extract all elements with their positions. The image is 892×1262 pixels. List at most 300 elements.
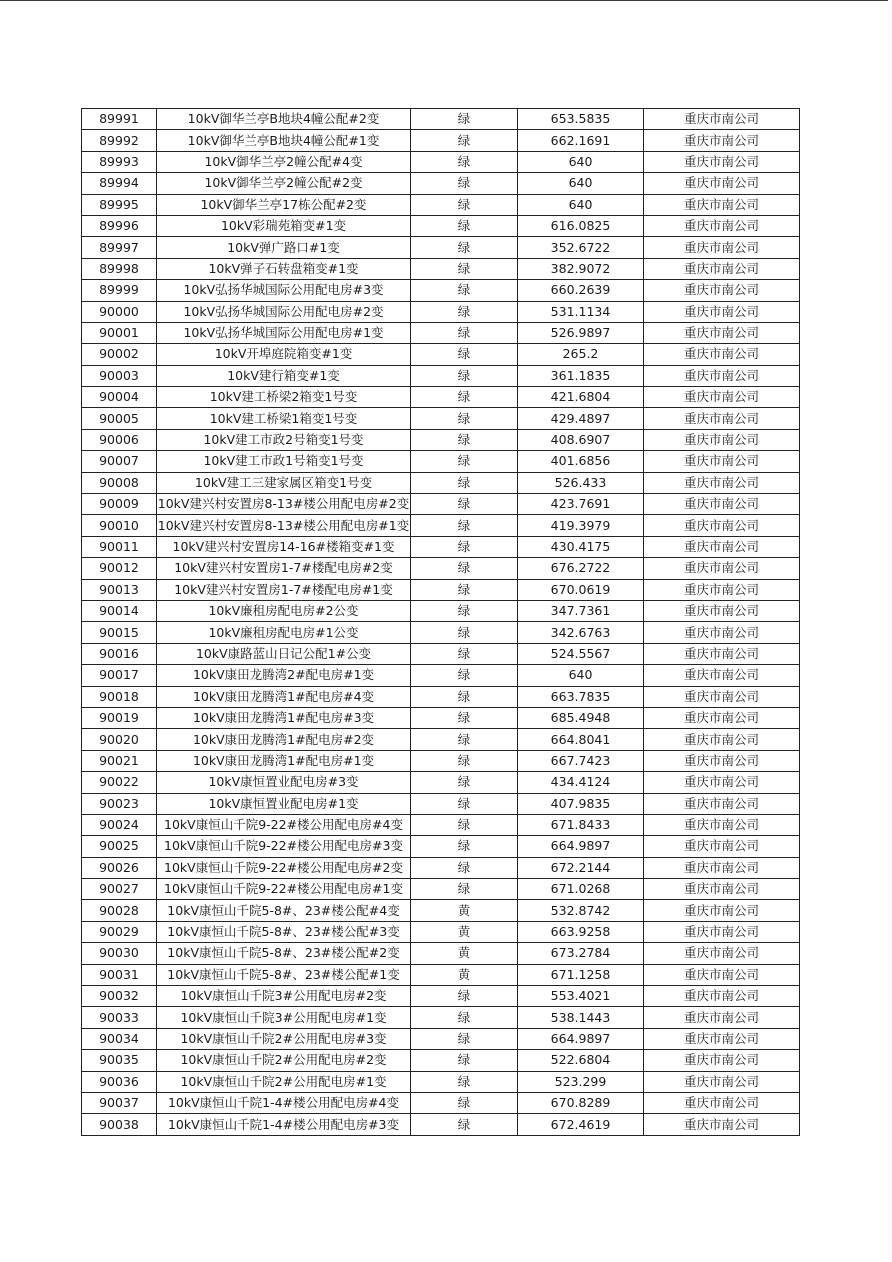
- company-cell-text: 重庆市南公司: [683, 325, 759, 341]
- value-cell-text: 640: [568, 175, 593, 191]
- row-id-cell: [82, 879, 157, 900]
- company-cell: [644, 814, 800, 835]
- company-cell-text: 重庆市南公司: [683, 881, 759, 897]
- row-id-cell: [82, 536, 157, 557]
- transformer-name-cell: [157, 943, 411, 964]
- status-color-cell: [411, 429, 518, 450]
- transformer-name-cell: [157, 237, 411, 258]
- status-color-cell-text: 绿: [457, 218, 471, 234]
- company-cell: [644, 686, 800, 707]
- transformer-name-cell: [157, 707, 411, 728]
- value-cell: [518, 600, 644, 621]
- company-cell-text: 重庆市南公司: [683, 710, 759, 726]
- value-cell: [518, 387, 644, 408]
- value-cell: [518, 921, 644, 942]
- row-id-cell-text: 90008: [99, 474, 139, 490]
- transformer-name-cell: [157, 579, 411, 600]
- transformer-name-cell-text: 10kV建行箱变#1变: [227, 367, 340, 383]
- table-row: [82, 365, 800, 386]
- row-id-cell-text: 89996: [99, 218, 139, 234]
- status-color-cell: [411, 1007, 518, 1028]
- company-cell-text: 重庆市南公司: [683, 153, 759, 169]
- row-id-cell-text: 90001: [99, 325, 139, 341]
- status-color-cell-text: 绿: [457, 1030, 471, 1046]
- table-row: [82, 408, 800, 429]
- row-id-cell-text: 90024: [99, 817, 139, 833]
- status-color-cell-text: 绿: [457, 474, 471, 490]
- row-id-cell-text: 90014: [99, 603, 139, 619]
- company-cell: [644, 857, 800, 878]
- company-cell-text: 重庆市南公司: [683, 474, 759, 490]
- company-cell: [644, 301, 800, 322]
- company-cell-text: 重庆市南公司: [683, 645, 759, 661]
- value-cell: [518, 237, 644, 258]
- transformer-name-cell: [157, 622, 411, 643]
- company-cell-text: 重庆市南公司: [683, 624, 759, 640]
- row-id-cell: [82, 772, 157, 793]
- table-row: [82, 729, 800, 750]
- value-cell-text: 664.8041: [550, 731, 611, 747]
- status-color-cell: [411, 1028, 518, 1049]
- row-id-cell: [82, 173, 157, 194]
- value-cell-text: 538.1443: [550, 1009, 611, 1025]
- value-cell-text: 352.6722: [550, 239, 611, 255]
- value-cell: [518, 879, 644, 900]
- value-cell: [518, 408, 644, 429]
- status-color-cell-text: 绿: [457, 410, 471, 426]
- value-cell-text: 419.3979: [550, 517, 611, 533]
- transformer-name-cell-text: 10kV建工市政1号箱变1号变: [203, 453, 364, 469]
- value-cell: [518, 515, 644, 536]
- status-color-cell: [411, 793, 518, 814]
- value-cell-text: 430.4175: [550, 539, 611, 554]
- table-row: [82, 109, 800, 130]
- value-cell-text: 361.1835: [550, 367, 611, 383]
- value-cell: [518, 322, 644, 343]
- status-color-cell-text: 绿: [457, 1073, 471, 1089]
- company-cell: [644, 494, 800, 515]
- transformer-name-cell-text: 10kV康路蓝山日记公配1#公变: [195, 645, 372, 661]
- transformer-name-cell: [157, 921, 411, 942]
- transformer-name-cell: [157, 750, 411, 771]
- row-id-cell-text: 90026: [99, 859, 139, 875]
- company-cell-text: 重庆市南公司: [683, 218, 759, 234]
- row-id-cell-text: 90002: [99, 346, 139, 362]
- page-top-border: [0, 0, 892, 1]
- value-cell: [518, 280, 644, 301]
- transformer-name-cell: [157, 472, 411, 493]
- company-cell-text: 重庆市南公司: [683, 517, 759, 533]
- table-row: [82, 622, 800, 643]
- row-id-cell: [82, 494, 157, 515]
- row-id-cell: [82, 258, 157, 279]
- row-id-cell: [82, 365, 157, 386]
- row-id-cell-text: 90036: [99, 1073, 139, 1089]
- status-color-cell: [411, 387, 518, 408]
- row-id-cell: [82, 322, 157, 343]
- table-row: [82, 258, 800, 279]
- transformer-name-cell: [157, 772, 411, 793]
- company-cell-text: 重庆市南公司: [683, 539, 759, 554]
- company-cell: [644, 986, 800, 1007]
- company-cell: [644, 109, 800, 130]
- transformer-name-cell: [157, 258, 411, 279]
- row-id-cell-text: 90005: [99, 410, 139, 426]
- row-id-cell-text: 89995: [99, 196, 139, 212]
- transformer-name-cell: [157, 194, 411, 215]
- value-cell-text: 640: [568, 196, 593, 212]
- value-cell-text: 347.7361: [550, 603, 611, 619]
- transformer-name-cell-text: 10kV彩瑞苑箱变#1变: [220, 218, 347, 234]
- status-color-cell: [411, 194, 518, 215]
- row-id-cell-text: 90020: [99, 731, 139, 747]
- transformer-name-cell-text: 10kV康田龙腾湾1#配电房#3变: [192, 710, 375, 726]
- table-row: [82, 344, 800, 365]
- transformer-name-cell: [157, 536, 411, 557]
- transformer-name-cell: [157, 173, 411, 194]
- table-row: [82, 836, 800, 857]
- company-cell: [644, 1028, 800, 1049]
- transformer-name-cell-text: 10kV弹广路口#1变: [227, 239, 340, 255]
- status-color-cell: [411, 322, 518, 343]
- company-cell: [644, 964, 800, 985]
- status-color-cell-text: 绿: [457, 624, 471, 640]
- company-cell: [644, 707, 800, 728]
- transformer-name-cell-text: 10kV御华兰亭B地块4幢公配#2变: [187, 111, 380, 127]
- company-cell: [644, 665, 800, 686]
- company-cell: [644, 194, 800, 215]
- company-cell: [644, 879, 800, 900]
- status-color-cell-text: 绿: [457, 645, 471, 661]
- status-color-cell-text: 绿: [457, 111, 471, 127]
- table-row: [82, 686, 800, 707]
- value-cell-text: 640: [568, 153, 593, 169]
- row-id-cell-text: 90037: [99, 1095, 139, 1111]
- table-row: [82, 579, 800, 600]
- value-cell-text: 664.9897: [550, 838, 611, 854]
- company-cell-text: 重庆市南公司: [683, 132, 759, 148]
- value-cell: [518, 215, 644, 236]
- row-id-cell-text: 90030: [99, 945, 139, 961]
- table-row: [82, 793, 800, 814]
- row-id-cell: [82, 429, 157, 450]
- row-id-cell-text: 90018: [99, 688, 139, 704]
- row-id-cell: [82, 151, 157, 172]
- status-color-cell-text: 绿: [457, 581, 471, 597]
- transformer-name-cell: [157, 215, 411, 236]
- company-cell-text: 重庆市南公司: [683, 346, 759, 362]
- table-row: [82, 1114, 800, 1135]
- value-cell-text: 524.5567: [550, 645, 611, 661]
- table-row: [82, 707, 800, 728]
- value-cell: [518, 1050, 644, 1071]
- status-color-cell: [411, 1114, 518, 1135]
- table-row: [82, 515, 800, 536]
- transformer-name-cell-text: 10kV康恒山千院2#公用配电房#2变: [180, 1052, 387, 1068]
- row-id-cell-text: 90010: [99, 517, 139, 533]
- value-cell-text: 653.5835: [550, 111, 611, 127]
- transformer-name-cell-text: 10kV御华兰亭B地块4幢公配#1变: [187, 132, 380, 148]
- transformer-name-cell-text: 10kV康恒山千院2#公用配电房#1变: [180, 1073, 387, 1089]
- status-color-cell-text: 绿: [457, 517, 471, 533]
- status-color-cell-text: 绿: [457, 453, 471, 469]
- status-color-cell-text: 绿: [457, 774, 471, 790]
- status-color-cell-text: 绿: [457, 560, 471, 576]
- transformer-name-cell: [157, 665, 411, 686]
- row-id-cell: [82, 793, 157, 814]
- row-id-cell: [82, 900, 157, 921]
- status-color-cell: [411, 408, 518, 429]
- status-color-cell-text: 绿: [457, 838, 471, 854]
- table-row: [82, 665, 800, 686]
- value-cell: [518, 750, 644, 771]
- status-color-cell-text: 绿: [457, 367, 471, 383]
- row-id-cell: [82, 943, 157, 964]
- company-cell-text: 重庆市南公司: [683, 1073, 759, 1089]
- status-color-cell: [411, 558, 518, 579]
- row-id-cell: [82, 451, 157, 472]
- table-row: [82, 558, 800, 579]
- company-cell-text: 重庆市南公司: [683, 924, 759, 940]
- table-row: [82, 536, 800, 557]
- status-color-cell: [411, 472, 518, 493]
- company-cell-text: 重庆市南公司: [683, 367, 759, 383]
- status-color-cell-text: 绿: [457, 1095, 471, 1111]
- status-color-cell-text: 绿: [457, 859, 471, 875]
- company-cell-text: 重庆市南公司: [683, 196, 759, 212]
- status-color-cell-text: 绿: [457, 1009, 471, 1025]
- company-cell: [644, 793, 800, 814]
- status-color-cell-text: 绿: [457, 988, 471, 1004]
- row-id-cell-text: 90012: [99, 560, 139, 576]
- status-color-cell-text: 绿: [457, 795, 471, 811]
- row-id-cell-text: 90003: [99, 367, 139, 383]
- row-id-cell-text: 90007: [99, 453, 139, 469]
- transformer-name-cell-text: 10kV康恒山千院9-22#楼公用配电房#3变: [164, 838, 403, 854]
- transformer-name-cell: [157, 365, 411, 386]
- row-id-cell-text: 89997: [99, 239, 139, 255]
- row-id-cell-text: 90006: [99, 432, 139, 448]
- status-color-cell-text: 绿: [457, 432, 471, 448]
- status-color-cell: [411, 879, 518, 900]
- transformer-name-cell: [157, 429, 411, 450]
- row-id-cell-text: 90028: [99, 902, 139, 918]
- transformer-name-cell-text: 10kV建兴村安置房8-13#楼公用配电房#1变: [157, 517, 410, 533]
- value-cell: [518, 130, 644, 151]
- table-row: [82, 151, 800, 172]
- value-cell: [518, 301, 644, 322]
- company-cell: [644, 836, 800, 857]
- status-color-cell-text: 绿: [457, 175, 471, 191]
- table-row: [82, 921, 800, 942]
- transformer-name-cell-text: 10kV康恒山千院2#公用配电房#3变: [180, 1030, 387, 1046]
- value-cell: [518, 194, 644, 215]
- row-id-cell-text: 90013: [99, 581, 139, 597]
- value-cell-text: 421.6804: [550, 389, 611, 405]
- row-id-cell: [82, 643, 157, 664]
- table-row: [82, 814, 800, 835]
- company-cell: [644, 1071, 800, 1092]
- company-cell: [644, 579, 800, 600]
- status-color-cell: [411, 536, 518, 557]
- transformer-name-cell: [157, 879, 411, 900]
- table-row: [82, 943, 800, 964]
- status-color-cell: [411, 600, 518, 621]
- company-cell-text: 重庆市南公司: [683, 688, 759, 704]
- row-id-cell: [82, 280, 157, 301]
- transformer-name-cell-text: 10kV康田龙腾湾1#配电房#2变: [192, 731, 375, 747]
- row-id-cell: [82, 472, 157, 493]
- status-color-cell-text: 绿: [457, 817, 471, 833]
- row-id-cell: [82, 921, 157, 942]
- row-id-cell: [82, 750, 157, 771]
- transformer-name-cell: [157, 130, 411, 151]
- status-color-cell: [411, 365, 518, 386]
- transformer-name-cell-text: 10kV御华兰亭17栋公配#2变: [200, 196, 367, 212]
- status-color-cell: [411, 515, 518, 536]
- status-color-cell-text: 绿: [457, 282, 471, 298]
- transformer-data-table: [81, 108, 800, 1136]
- row-id-cell-text: 90035: [99, 1052, 139, 1068]
- value-cell: [518, 643, 644, 664]
- company-cell-text: 重庆市南公司: [683, 1030, 759, 1046]
- row-id-cell: [82, 1114, 157, 1135]
- status-color-cell: [411, 280, 518, 301]
- row-id-cell-text: 90017: [99, 667, 139, 683]
- value-cell: [518, 536, 644, 557]
- row-id-cell-text: 89992: [99, 132, 139, 148]
- transformer-name-cell: [157, 1114, 411, 1135]
- company-cell-text: 重庆市南公司: [683, 282, 759, 298]
- transformer-name-cell-text: 10kV建兴村安置房1-7#楼配电房#2变: [174, 560, 393, 576]
- value-cell: [518, 857, 644, 878]
- transformer-name-cell: [157, 793, 411, 814]
- transformer-name-cell: [157, 1050, 411, 1071]
- table-row: [82, 643, 800, 664]
- status-color-cell: [411, 707, 518, 728]
- row-id-cell-text: 89998: [99, 260, 139, 276]
- transformer-name-cell-text: 10kV弹子石转盘箱变#1变: [208, 260, 359, 276]
- row-id-cell: [82, 814, 157, 835]
- company-cell-text: 重庆市南公司: [683, 838, 759, 854]
- table-row: [82, 772, 800, 793]
- row-id-cell-text: 90023: [99, 795, 139, 811]
- value-cell: [518, 494, 644, 515]
- transformer-name-cell: [157, 280, 411, 301]
- table-row: [82, 194, 800, 215]
- company-cell: [644, 622, 800, 643]
- value-cell-text: 663.7835: [550, 688, 611, 704]
- status-color-cell: [411, 130, 518, 151]
- transformer-name-cell: [157, 558, 411, 579]
- row-id-cell: [82, 1028, 157, 1049]
- value-cell: [518, 707, 644, 728]
- company-cell: [644, 237, 800, 258]
- company-cell-text: 重庆市南公司: [683, 966, 759, 982]
- company-cell-text: 重庆市南公司: [683, 859, 759, 875]
- company-cell-text: 重庆市南公司: [683, 902, 759, 918]
- table-row: [82, 900, 800, 921]
- table-row: [82, 237, 800, 258]
- value-cell-text: 434.4124: [550, 774, 611, 790]
- status-color-cell: [411, 215, 518, 236]
- company-cell-text: 重庆市南公司: [683, 1095, 759, 1111]
- value-cell-text: 685.4948: [550, 710, 611, 726]
- status-color-cell: [411, 943, 518, 964]
- transformer-name-cell-text: 10kV建兴村安置房1-7#楼配电房#1变: [174, 581, 393, 597]
- status-color-cell: [411, 258, 518, 279]
- transformer-name-cell: [157, 515, 411, 536]
- row-id-cell-text: 90038: [99, 1116, 139, 1132]
- company-cell-text: 重庆市南公司: [683, 453, 759, 469]
- status-color-cell-text: 黄: [457, 966, 471, 982]
- transformer-name-cell: [157, 494, 411, 515]
- company-cell: [644, 558, 800, 579]
- value-cell: [518, 365, 644, 386]
- status-color-cell: [411, 173, 518, 194]
- company-cell: [644, 344, 800, 365]
- status-color-cell-text: 绿: [457, 603, 471, 619]
- value-cell-text: 408.6907: [550, 432, 611, 448]
- status-color-cell: [411, 643, 518, 664]
- row-id-cell-text: 90021: [99, 752, 139, 768]
- row-id-cell: [82, 729, 157, 750]
- row-id-cell: [82, 1092, 157, 1113]
- value-cell-text: 672.2144: [550, 859, 611, 875]
- company-cell-text: 重庆市南公司: [683, 111, 759, 127]
- row-id-cell-text: 90016: [99, 645, 139, 661]
- transformer-name-cell-text: 10kV御华兰亭2幢公配#2变: [204, 175, 363, 191]
- company-cell: [644, 387, 800, 408]
- company-cell: [644, 921, 800, 942]
- row-id-cell-text: 90029: [99, 924, 139, 940]
- row-id-cell: [82, 986, 157, 1007]
- value-cell-text: 676.2722: [550, 560, 611, 576]
- status-color-cell: [411, 1092, 518, 1113]
- transformer-name-cell-text: 10kV建工桥梁1箱变1号变: [209, 410, 358, 426]
- value-cell-text: 423.7691: [550, 496, 611, 512]
- transformer-name-cell-text: 10kV御华兰亭2幢公配#4变: [204, 153, 363, 169]
- row-id-cell-text: 89994: [99, 175, 139, 191]
- value-cell: [518, 986, 644, 1007]
- row-id-cell: [82, 857, 157, 878]
- status-color-cell: [411, 772, 518, 793]
- row-id-cell-text: 90027: [99, 881, 139, 897]
- transformer-name-cell: [157, 986, 411, 1007]
- company-cell: [644, 750, 800, 771]
- transformer-name-cell-text: 10kV建兴村安置房14-16#楼箱变#1变: [172, 539, 395, 554]
- value-cell-text: 407.9835: [550, 795, 611, 811]
- row-id-cell: [82, 130, 157, 151]
- row-id-cell: [82, 109, 157, 130]
- value-cell: [518, 1007, 644, 1028]
- status-color-cell: [411, 494, 518, 515]
- company-cell-text: 重庆市南公司: [683, 239, 759, 255]
- value-cell-text: 663.9258: [550, 924, 611, 940]
- company-cell-text: 重庆市南公司: [683, 945, 759, 961]
- row-id-cell: [82, 686, 157, 707]
- table-row: [82, 879, 800, 900]
- company-cell: [644, 600, 800, 621]
- value-cell-text: 616.0825: [550, 218, 611, 234]
- status-color-cell-text: 黄: [457, 902, 471, 918]
- transformer-name-cell-text: 10kV康恒山千院3#公用配电房#1变: [180, 1009, 387, 1025]
- row-id-cell-text: 90011: [99, 539, 139, 554]
- transformer-name-cell-text: 10kV建工市政2号箱变1号变: [203, 432, 364, 448]
- page-right-edge: [888, 0, 892, 1262]
- status-color-cell: [411, 729, 518, 750]
- transformer-name-cell-text: 10kV康恒山千院9-22#楼公用配电房#2变: [164, 859, 403, 875]
